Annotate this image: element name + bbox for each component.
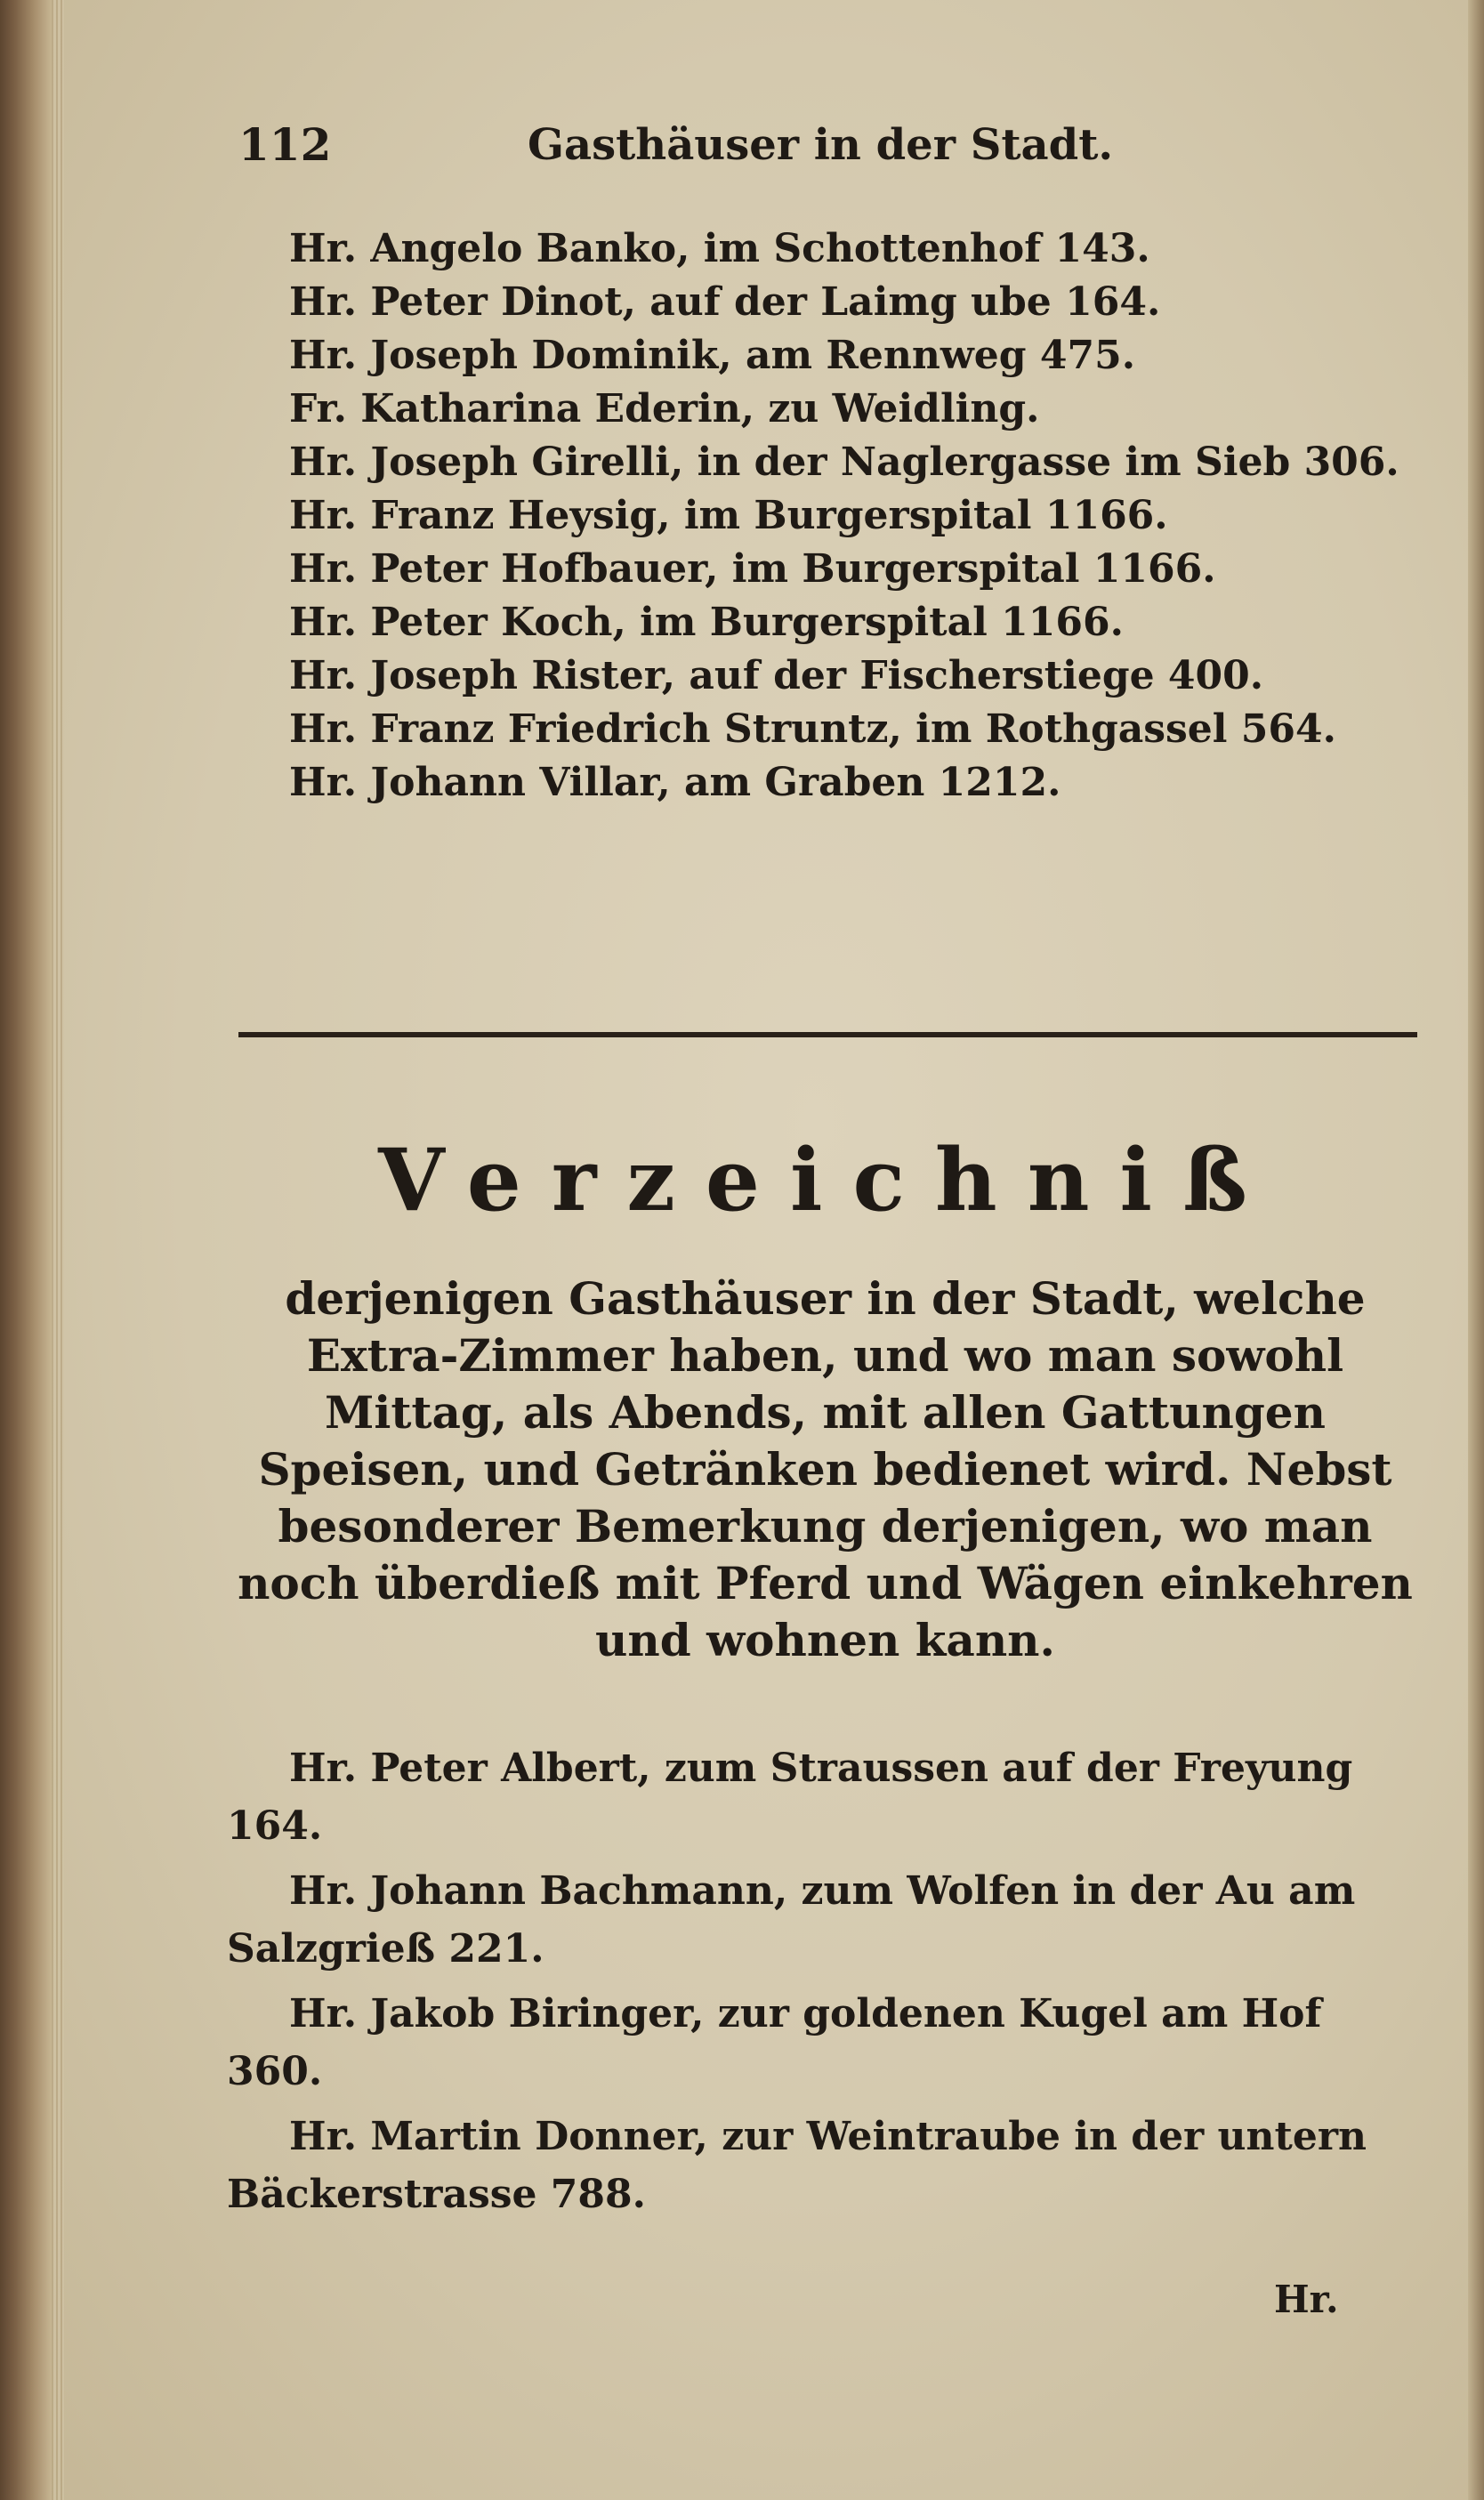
section-divider [238, 1032, 1417, 1037]
list-item: Hr. Peter Dinot, auf der Laimg ube 164. [289, 279, 1161, 325]
list-item: Hr. Johann Villar, am Graben 1212. [289, 760, 1061, 805]
list-item: Hr. Jakob Biringer, zur goldenen Kugel am Hof 360. [227, 1991, 1322, 2094]
list-item: Hr. Martin Donner, zur Weintraube in der untern Bäckerstrasse 788. [227, 2114, 1367, 2217]
list-item: Hr. Angelo Banko, im Schottenhof 143. [289, 226, 1150, 271]
inn-entries [227, 1739, 1419, 2230]
list-item: Hr. Joseph Rister, auf der Fischerstiege 400. [289, 653, 1264, 698]
list-item: Fr. Katharina Ederin, zu Weidling. [289, 386, 1040, 431]
book-spine [0, 0, 52, 2500]
page-header [238, 114, 1253, 176]
innkeeper-list [289, 222, 1446, 810]
section-subheading: derjenigen Gasthäuser in der Stadt, welche Extra-Zimmer haben, und wo man sowohl Mittag, als Abends, mit allen Gattungen Speisen, und Getränken bedienet wird. Nebst besonderer Bemerkung derjenigen, wo man noch überdieß mit Pferd und Wägen einkehren und wohnen kann. [238, 1272, 1413, 1666]
list-item: Hr. Peter Hofbauer, im Burgerspital 1166. [289, 546, 1216, 592]
list-item: Hr. Peter Albert, zum Straussen auf der Freyung 164. [227, 1746, 1353, 1849]
list-item: Hr. Johann Bachmann, zum Wolfen in der Au am Salzgrieß 221. [227, 1868, 1356, 1972]
page-edges [52, 0, 64, 2500]
list-item: Hr. Franz Friedrich Struntz, im Rothgassel 564. [289, 706, 1336, 752]
list-item: Hr. Joseph Dominik, am Rennweg 475. [289, 333, 1136, 378]
list-item: Hr. Peter Koch, im Burgerspital 1166. [289, 600, 1124, 645]
section-heading: Verzeichniß [378, 1130, 1278, 1230]
list-item: Hr. Joseph Girelli, in der Naglergasse im Sieb 306. [289, 440, 1399, 485]
list-item: Hr. Franz Heysig, im Burgerspital 1166. [289, 493, 1168, 538]
running-title: Gasthäuser in der Stadt. [528, 120, 1114, 170]
page-right-edge [1468, 0, 1484, 2500]
catchword: Hr. [1274, 2278, 1339, 2321]
page-number: 112 [238, 118, 332, 171]
